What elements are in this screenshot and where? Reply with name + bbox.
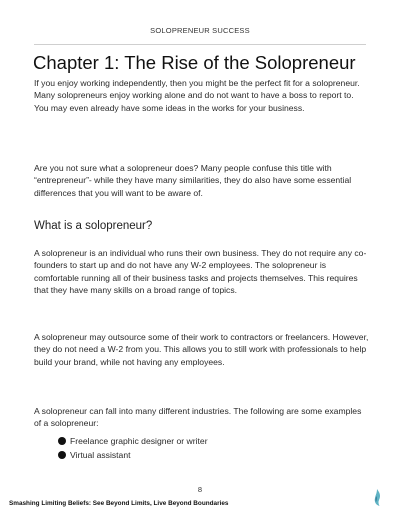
examples-intro-paragraph: A solopreneur can fall into many different industries. The following are some examples of a solopreneur: <box>34 406 362 429</box>
list-item-text: Freelance graphic designer or writer <box>70 436 208 446</box>
list-item-text: Virtual assistant <box>70 449 131 460</box>
examples-list <box>58 435 208 462</box>
outsourcing-paragraph: A solopreneur may outsource some of their work to contractors or freelancers. However, they do not need a W-2 from you. This allows you to still work with professionals to help build your brand, while not having any employees. <box>34 332 369 367</box>
intro-paragraph: If you enjoy working independently, then you might be the perfect fit for a solopreneur. Many solopreneurs enjoy working alone and do not want to have a boss to report to. You may even already have some ideas in the works for your business. <box>34 78 360 113</box>
list-item <box>58 435 208 449</box>
footer-book-title: Smashing Limiting Beliefs: See Beyond Limits, Live Beyond Boundaries <box>9 500 229 507</box>
comparison-paragraph: Are you not sure what a solopreneur does? Many people confuse this title with “entrepreneur”- while they have many similarities, they do also have some essential differences that you will want to be aware of. <box>34 163 352 198</box>
list-item <box>58 449 208 463</box>
section-heading: What is a solopreneur? <box>34 220 153 232</box>
chapter-title: Chapter 1: The Rise of the Solopreneur <box>33 52 356 73</box>
definition-paragraph: A solopreneur is an individual who runs their own business. They do not require any co-founders to start up and do not have any W-2 employees. The solopreneur is comfortable running all of their business tasks and projects themselves. This requires that they have many skills on a broad range of topics. <box>34 248 367 296</box>
page-number: 8 <box>197 485 203 494</box>
running-header: SOLOPRENEUR SUCCESS <box>150 26 250 35</box>
header-divider <box>34 44 366 45</box>
flame-logo-icon <box>372 488 382 508</box>
bullet-icon <box>58 437 66 445</box>
bullet-icon <box>58 451 66 459</box>
